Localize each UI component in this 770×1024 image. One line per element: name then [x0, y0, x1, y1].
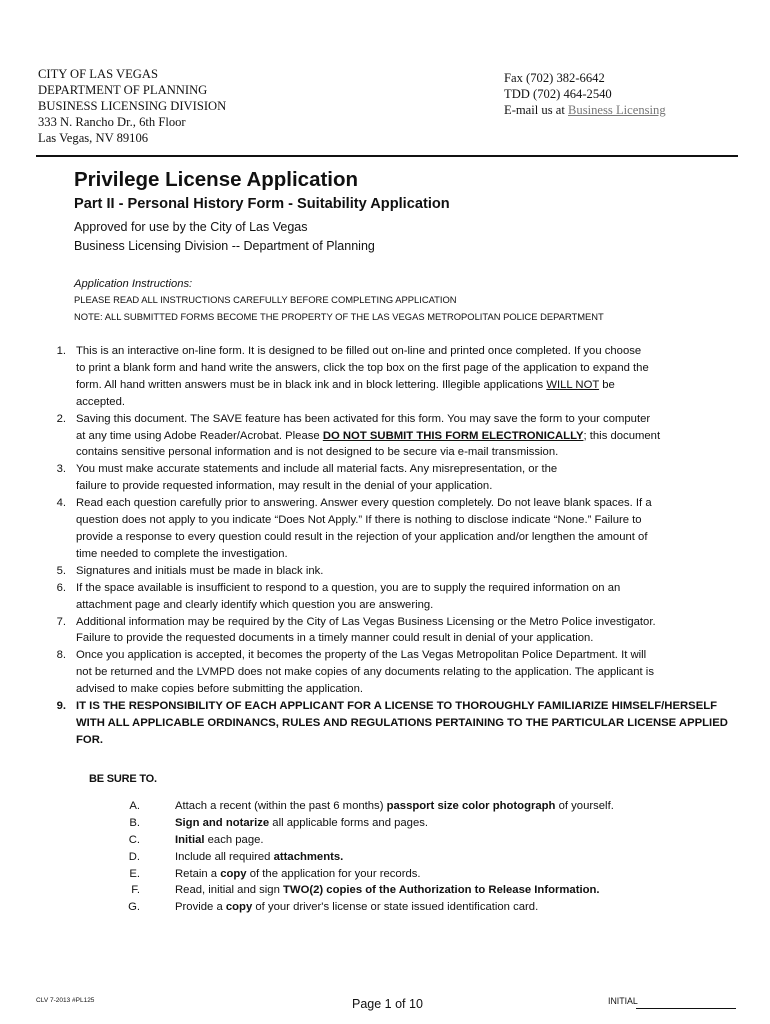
item-text: at any time using Adobe Reader/Acrobat. Please: [76, 429, 323, 442]
form-code: CLV 7-2013 #PL125: [36, 997, 95, 1004]
instruction-item: [48, 647, 738, 698]
checklist-letter: A.: [129, 800, 140, 812]
item-number: 8.: [56, 649, 66, 662]
item-line: [76, 428, 738, 445]
item-line: not be returned and the LVMPD does not make copies of any documents relating to the application. The applicant is: [76, 666, 654, 679]
page-title: Privilege License Application: [74, 168, 359, 191]
checklist-bold: passport size color photograph: [386, 800, 556, 812]
checklist-heading: BE SURE TO.: [89, 773, 157, 785]
item-line: failure to provide requested information, may result in the denial of your application.: [76, 480, 493, 493]
item-number: 7.: [56, 615, 66, 628]
instruction-item: [48, 614, 738, 648]
address-line: BUSINESS LICENSING DIVISION: [38, 99, 227, 113]
will-not-emphasis: WILL NOT: [546, 378, 600, 391]
contact-info: [504, 70, 666, 118]
checklist-letter: F.: [131, 884, 140, 897]
checklist-letter: C.: [128, 833, 140, 846]
tdd-number: TDD (702) 464-2540: [504, 87, 612, 101]
item-number: 1.: [56, 345, 66, 357]
instruction-item: [48, 461, 738, 495]
instructions-note: PLEASE READ ALL INSTRUCTIONS CAREFULLY BEFORE COMPLETING APPLICATION: [74, 294, 457, 305]
address-line: 333 N. Rancho Dr., 6th Floor: [38, 115, 186, 129]
item-number: 9.: [56, 700, 66, 713]
item-line: WITH ALL APPLICABLE ORDINANCS, RULES AND REGULATIONS PERTAINING TO THE PARTICULAR LICENSE APPLIED: [76, 716, 728, 729]
do-not-submit-emphasis: DO NOT SUBMIT THIS FORM ELECTRONICALLY: [322, 429, 584, 442]
instructions-list: [48, 343, 738, 749]
checklist-text: [175, 849, 343, 866]
item-line: This is an interactive on-line form. It is designed to be filled out on-line and printed once completed. If you choose: [76, 345, 642, 357]
email-prefix: E-mail us at: [504, 103, 569, 117]
item-line: [76, 377, 738, 394]
item-line: contains sensitive personal information and is not designed to be secure via e-mail transmission.: [76, 446, 559, 459]
item-line: If the space available is insufficient to respond to a question, you are to supply the required information on an: [76, 581, 621, 594]
checklist-post: of the application for your records.: [246, 867, 421, 880]
item-number: 5.: [56, 564, 66, 577]
instruction-item: [48, 495, 738, 563]
checklist-text: [175, 899, 538, 916]
agency-address: [38, 66, 226, 146]
checklist-pre: Attach a recent (within the past 6 months): [175, 800, 387, 812]
instruction-item: [48, 411, 738, 462]
checklist-post: each page.: [204, 833, 264, 846]
approval-line: Business Licensing Division -- Department of Planning: [74, 239, 375, 253]
item-number: 4.: [56, 497, 66, 510]
item-line: You must make accurate statements and include all material facts. Any misrepresentation, or the: [76, 463, 558, 476]
fax-number: Fax (702) 382-6642: [504, 71, 605, 85]
checklist-pre: Provide a: [175, 901, 226, 914]
checklist-letter: E.: [129, 867, 140, 880]
item-line: Signatures and initials must be made in black ink.: [76, 564, 324, 577]
checklist-letter: D.: [128, 850, 140, 863]
item-line: provide a response to every question could result in the rejection of your application and/or lengthen the amount of: [76, 530, 648, 543]
item-line: Saving this document. The SAVE feature has been activated for this form. You may save the form to your computer: [76, 412, 651, 425]
checklist-bold: Sign and notarize: [175, 816, 270, 829]
approval-notice: [74, 218, 375, 256]
item-text: form. All hand written answers must be in black ink and in block lettering. Illegible applications: [76, 378, 547, 391]
item-number: 3.: [56, 463, 66, 476]
checklist-text: [175, 882, 600, 899]
item-line: Once you application is accepted, it becomes the property of the Las Vegas Metropolitan Police Department. It will: [76, 649, 647, 662]
checklist-post: of yourself.: [555, 800, 614, 812]
item-text: ; this document: [583, 429, 661, 442]
checklist-letter: G.: [128, 901, 140, 914]
checklist-pre: Read, initial and sign: [175, 884, 284, 897]
email-line: [504, 102, 666, 118]
address-line: Las Vegas, NV 89106: [38, 131, 149, 145]
checklist-pre: Retain a: [175, 867, 221, 880]
instruction-item: [48, 698, 738, 749]
checklist-bold: attachments.: [273, 850, 344, 863]
item-line: Read each question carefully prior to answering. Answer every question completely. Do not leave blank spaces. If a: [76, 497, 652, 510]
instruction-item: [48, 580, 738, 614]
instruction-item: [48, 563, 738, 580]
instructions-heading: Application Instructions:: [74, 278, 193, 290]
checklist-bold: TWO(2) copies of the Authorization to Release Information.: [283, 884, 600, 897]
approval-line: Approved for use by the City of Las Vegas: [74, 220, 308, 234]
address-line: DEPARTMENT OF PLANNING: [38, 83, 208, 97]
item-number: 2.: [56, 412, 66, 425]
initial-field[interactable]: [636, 1008, 736, 1009]
initial-label: INITIAL: [608, 996, 638, 1006]
checklist-post: all applicable forms and pages.: [269, 816, 429, 829]
checklist-text: [175, 866, 421, 883]
checklist-text: [175, 815, 428, 832]
instructions-note: NOTE: ALL SUBMITTED FORMS BECOME THE PROPERTY OF THE LAS VEGAS METROPOLITAN POLICE DEPARTMENT: [74, 311, 604, 322]
business-licensing-link[interactable]: Business Licensing: [568, 103, 666, 117]
address-line: CITY OF LAS VEGAS: [38, 67, 159, 81]
checklist-text: [175, 832, 264, 849]
item-line: advised to make copies before submitting the application.: [76, 683, 363, 696]
checklist-bold: copy: [220, 867, 247, 880]
checklist-pre: Include all required: [175, 850, 274, 863]
header-divider: [36, 155, 738, 157]
checklist-post: of your driver's license or state issued identification card.: [252, 901, 539, 914]
item-line: question does not apply to you indicate “Does Not Apply.” If there is nothing to disclose indicate “None.” Failure to: [76, 514, 642, 527]
checklist-bold: Initial: [175, 833, 205, 846]
item-line: IT IS THE RESPONSIBILITY OF EACH APPLICANT FOR A LICENSE TO THOROUGHLY FAMILIARIZE HIMSELF/HERSELF: [76, 700, 718, 713]
item-line: attachment page and clearly identify which question you are answering.: [76, 598, 434, 611]
item-text: be: [599, 378, 615, 391]
page-number: Page 1 of 10: [352, 997, 423, 1011]
instruction-item: [48, 343, 738, 411]
checklist-bold: copy: [225, 901, 253, 914]
item-line: FOR.: [76, 733, 103, 746]
item-line: Additional information may be required by the City of Las Vegas Business Licensing or the Metro Police investigator.: [76, 615, 656, 628]
item-line: accepted.: [76, 395, 125, 408]
item-line: to print a blank form and hand write the answers, click the top box on the first page of the application to expand the: [76, 361, 649, 374]
item-line: time needed to complete the investigation.: [76, 547, 288, 560]
item-number: 6.: [56, 581, 66, 594]
checklist-text: [175, 798, 614, 815]
page-subtitle: Part II - Personal History Form - Suitability Application: [74, 196, 450, 212]
item-line: Failure to provide the requested documents in a timely manner could result in denial of your application.: [76, 632, 594, 645]
checklist-letter: B.: [129, 816, 140, 829]
